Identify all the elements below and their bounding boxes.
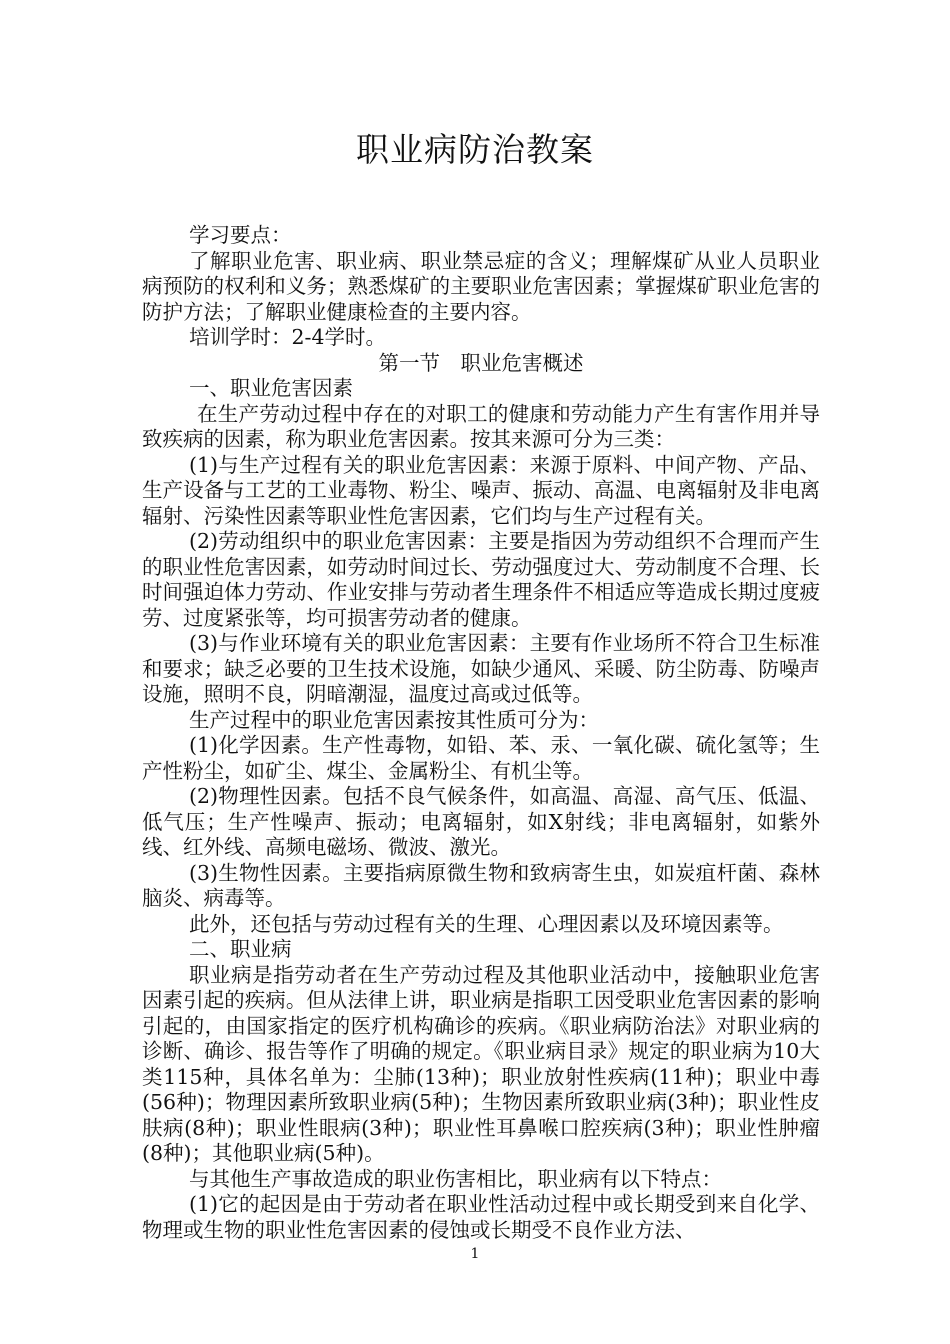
section-heading: 第一节 职业危害概述 (378, 350, 584, 375)
paragraph: (1)与生产过程有关的职业危害因素：来源于原料、中间产物、产品、生产设备与工艺的工业毒物、粉尘、噪声、振动、高温、电离辐射及非电离辐射、污染性因素等职业性危害因素，它们均与生产过程有关。 (142, 452, 820, 528)
paragraph: 学习要点： (189, 223, 292, 247)
paragraph: 职业病是指劳动者在生产劳动过程及其他职业活动中，接触职业危害因素引起的疾病。但从法律上讲，职业病是指职工因受职业危害因素的影响引起的，由国家指定的医疗机构确诊的疾病。《职业病防治法》对职业病的诊断、确诊、报告等作了明确的规定。《职业病目录》规定的职业病为10大类115种，具体名单为：尘肺(13种)；职业放射性疾病(11种)；职业中毒(56种)；物理因素所致职业病(5种)；生物因素所致职业病(3种)；职业性皮肤病(8种)；职业性眼病(3种)；职业性耳鼻喉口腔疾病(3种)；职业性肿瘤(8种)；其他职业病(5种)。 (142, 962, 820, 1165)
document-body (142, 223, 820, 1243)
paragraph: (1)它的起因是由于劳动者在职业性活动过程中或长期受到来自化学、物理或生物的职业性危害因素的侵蚀或长期受不良作业方法、 (142, 1192, 820, 1242)
paragraph: (3)与作业环境有关的职业危害因素：主要有作业场所不符合卫生标准和要求；缺乏必要的卫生技术设施，如缺少通风、采暖、防尘防毒、防噪声设施，照明不良，阴暗潮湿，温度过高或过低等。 (142, 631, 820, 706)
subsection-heading: 一、职业危害因素 (189, 376, 353, 400)
paragraph: 了解职业危害、职业病、职业禁忌症的含义；理解煤矿从业人员职业病预防的权利和义务；熟悉煤矿的主要职业危害因素；掌握煤矿职业危害的防护方法；了解职业健康检查的主要内容。 (142, 248, 820, 324)
paragraph: 此外，还包括与劳动过程有关的生理、心理因素以及环境因素等。 (189, 911, 784, 936)
paragraph: (2)劳动组织中的职业危害因素：主要是指因为劳动组织不合理而产生的职业性危害因素，如劳动时间过长、劳动强度过大、劳动制度不合理、长时间强迫体力劳动、作业安排与劳动者生理条件不相适应等造成长期过度疲劳、过度紧张等，均可损害劳动者的健康。 (142, 529, 820, 630)
subsection-heading: 二、职业病 (189, 937, 292, 961)
page-title: 职业病防治教案 (356, 130, 594, 169)
paragraph: (2)物理性因素。包括不良气候条件，如高温、高湿、高气压、低温、低气压；生产性噪声、振动；电离辐射，如X射线；非电离辐射，如紫外线、红外线、高频电磁场、微波、激光。 (142, 784, 820, 859)
page-number: 1 (470, 1246, 480, 1262)
paragraph: (1)化学因素。生产性毒物，如铅、苯、汞、一氧化碳、硫化氢等；生产性粉尘，如矿尘、煤尘、金属粉尘、有机尘等。 (142, 733, 820, 783)
paragraph: 生产过程中的职业危害因素按其性质可分为： (189, 707, 599, 732)
paragraph: 培训学时：2-4学时。 (189, 325, 387, 349)
paragraph: 与其他生产事故造成的职业伤害相比，职业病有以下特点： (189, 1166, 722, 1191)
paragraph: 在生产劳动过程中存在的对职工的健康和劳动能力产生有害作用并导致疾病的因素，称为职业危害因素。按其来源可分为三类： (142, 401, 820, 451)
paragraph: (3)生物性因素。主要指病原微生物和致病寄生虫，如炭疽杆菌、森林脑炎、病毒等。 (142, 860, 820, 910)
